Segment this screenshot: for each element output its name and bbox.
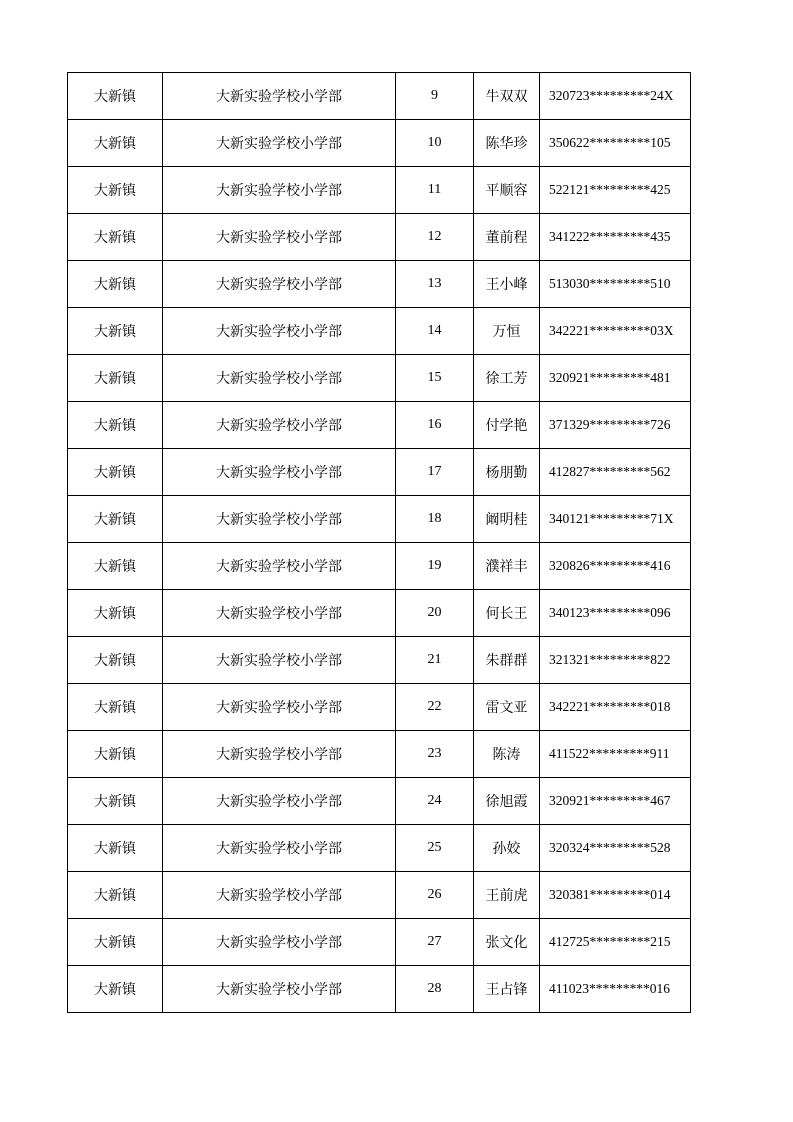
- serial-number-cell: 21: [396, 637, 474, 684]
- town-cell: 大新镇: [68, 214, 163, 261]
- person-name-cell: 王前虎: [474, 872, 540, 919]
- school-cell: 大新实验学校小学部: [163, 966, 396, 1013]
- town-cell: 大新镇: [68, 261, 163, 308]
- school-cell: 大新实验学校小学部: [163, 825, 396, 872]
- id-number-cell: 342221*********018: [540, 684, 691, 731]
- id-number-cell: 513030*********510: [540, 261, 691, 308]
- school-cell: 大新实验学校小学部: [163, 543, 396, 590]
- school-cell: 大新实验学校小学部: [163, 731, 396, 778]
- id-number-cell: 350622*********105: [540, 120, 691, 167]
- person-name-cell: 张文化: [474, 919, 540, 966]
- person-name-cell: 徐工芳: [474, 355, 540, 402]
- table-row: [68, 590, 691, 637]
- table-row: [68, 308, 691, 355]
- town-cell: 大新镇: [68, 590, 163, 637]
- roster-body: [68, 73, 691, 1013]
- school-cell: 大新实验学校小学部: [163, 684, 396, 731]
- serial-number-cell: 25: [396, 825, 474, 872]
- id-number-cell: 340123*********096: [540, 590, 691, 637]
- serial-number-cell: 19: [396, 543, 474, 590]
- table-row: [68, 402, 691, 449]
- town-cell: 大新镇: [68, 402, 163, 449]
- serial-number-cell: 16: [396, 402, 474, 449]
- person-name-cell: 付学艳: [474, 402, 540, 449]
- id-number-cell: 320826*********416: [540, 543, 691, 590]
- school-cell: 大新实验学校小学部: [163, 73, 396, 120]
- person-name-cell: 阚明桂: [474, 496, 540, 543]
- person-name-cell: 孙姣: [474, 825, 540, 872]
- school-cell: 大新实验学校小学部: [163, 872, 396, 919]
- school-cell: 大新实验学校小学部: [163, 919, 396, 966]
- serial-number-cell: 27: [396, 919, 474, 966]
- school-cell: 大新实验学校小学部: [163, 308, 396, 355]
- school-cell: 大新实验学校小学部: [163, 637, 396, 684]
- roster-table: [67, 72, 691, 1013]
- id-number-cell: 412725*********215: [540, 919, 691, 966]
- serial-number-cell: 24: [396, 778, 474, 825]
- id-number-cell: 320381*********014: [540, 872, 691, 919]
- id-number-cell: 412827*********562: [540, 449, 691, 496]
- person-name-cell: 徐旭霞: [474, 778, 540, 825]
- school-cell: 大新实验学校小学部: [163, 590, 396, 637]
- person-name-cell: 王占锋: [474, 966, 540, 1013]
- serial-number-cell: 11: [396, 167, 474, 214]
- table-row: [68, 167, 691, 214]
- town-cell: 大新镇: [68, 684, 163, 731]
- town-cell: 大新镇: [68, 167, 163, 214]
- person-name-cell: 牛双双: [474, 73, 540, 120]
- school-cell: 大新实验学校小学部: [163, 449, 396, 496]
- id-number-cell: 342221*********03X: [540, 308, 691, 355]
- table-row: [68, 355, 691, 402]
- town-cell: 大新镇: [68, 120, 163, 167]
- school-cell: 大新实验学校小学部: [163, 261, 396, 308]
- person-name-cell: 王小峰: [474, 261, 540, 308]
- person-name-cell: 董前程: [474, 214, 540, 261]
- town-cell: 大新镇: [68, 966, 163, 1013]
- table-row: [68, 543, 691, 590]
- person-name-cell: 雷文亚: [474, 684, 540, 731]
- serial-number-cell: 15: [396, 355, 474, 402]
- table-row: [68, 872, 691, 919]
- town-cell: 大新镇: [68, 496, 163, 543]
- town-cell: 大新镇: [68, 637, 163, 684]
- table-row: [68, 120, 691, 167]
- person-name-cell: 万恒: [474, 308, 540, 355]
- person-name-cell: 杨朋勤: [474, 449, 540, 496]
- table-row: [68, 731, 691, 778]
- school-cell: 大新实验学校小学部: [163, 214, 396, 261]
- person-name-cell: 平顺容: [474, 167, 540, 214]
- school-cell: 大新实验学校小学部: [163, 496, 396, 543]
- town-cell: 大新镇: [68, 825, 163, 872]
- id-number-cell: 411522*********911: [540, 731, 691, 778]
- serial-number-cell: 10: [396, 120, 474, 167]
- town-cell: 大新镇: [68, 308, 163, 355]
- school-cell: 大新实验学校小学部: [163, 778, 396, 825]
- table-row: [68, 778, 691, 825]
- serial-number-cell: 20: [396, 590, 474, 637]
- table-row: [68, 825, 691, 872]
- person-name-cell: 陈涛: [474, 731, 540, 778]
- id-number-cell: 320324*********528: [540, 825, 691, 872]
- table-row: [68, 214, 691, 261]
- school-cell: 大新实验学校小学部: [163, 355, 396, 402]
- serial-number-cell: 23: [396, 731, 474, 778]
- id-number-cell: 320723*********24X: [540, 73, 691, 120]
- id-number-cell: 411023*********016: [540, 966, 691, 1013]
- person-name-cell: 朱群群: [474, 637, 540, 684]
- town-cell: 大新镇: [68, 778, 163, 825]
- town-cell: 大新镇: [68, 355, 163, 402]
- id-number-cell: 371329*********726: [540, 402, 691, 449]
- table-row: [68, 496, 691, 543]
- id-number-cell: 320921*********467: [540, 778, 691, 825]
- table-row: [68, 261, 691, 308]
- town-cell: 大新镇: [68, 872, 163, 919]
- table-row: [68, 73, 691, 120]
- id-number-cell: 320921*********481: [540, 355, 691, 402]
- town-cell: 大新镇: [68, 543, 163, 590]
- table-row: [68, 919, 691, 966]
- school-cell: 大新实验学校小学部: [163, 120, 396, 167]
- id-number-cell: 340121*********71X: [540, 496, 691, 543]
- table-row: [68, 966, 691, 1013]
- school-cell: 大新实验学校小学部: [163, 167, 396, 214]
- serial-number-cell: 28: [396, 966, 474, 1013]
- serial-number-cell: 22: [396, 684, 474, 731]
- school-cell: 大新实验学校小学部: [163, 402, 396, 449]
- id-number-cell: 321321*********822: [540, 637, 691, 684]
- serial-number-cell: 26: [396, 872, 474, 919]
- serial-number-cell: 9: [396, 73, 474, 120]
- table-row: [68, 684, 691, 731]
- serial-number-cell: 18: [396, 496, 474, 543]
- person-name-cell: 濮祥丰: [474, 543, 540, 590]
- town-cell: 大新镇: [68, 449, 163, 496]
- person-name-cell: 何长王: [474, 590, 540, 637]
- serial-number-cell: 14: [396, 308, 474, 355]
- town-cell: 大新镇: [68, 73, 163, 120]
- town-cell: 大新镇: [68, 731, 163, 778]
- table-row: [68, 637, 691, 684]
- serial-number-cell: 13: [396, 261, 474, 308]
- table-row: [68, 449, 691, 496]
- town-cell: 大新镇: [68, 919, 163, 966]
- id-number-cell: 522121*********425: [540, 167, 691, 214]
- serial-number-cell: 17: [396, 449, 474, 496]
- person-name-cell: 陈华珍: [474, 120, 540, 167]
- id-number-cell: 341222*********435: [540, 214, 691, 261]
- serial-number-cell: 12: [396, 214, 474, 261]
